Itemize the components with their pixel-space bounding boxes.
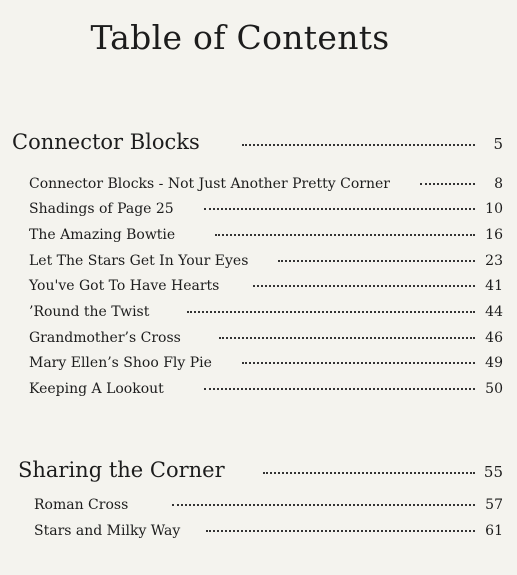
page-number: 49 [485, 355, 503, 371]
entry-title: Roman Cross [34, 497, 129, 513]
entry-title: Connector Blocks - Not Just Another Pretty Corner [29, 176, 390, 192]
page-number: 10 [485, 201, 503, 217]
section-title: Sharing the Corner [18, 458, 225, 482]
toc-entry [29, 355, 503, 371]
entry-title: Grandmother’s Cross [29, 330, 181, 346]
toc-entry [29, 253, 503, 269]
toc-entry [29, 304, 503, 320]
page-number: 23 [485, 253, 503, 269]
dot-leader [242, 144, 475, 146]
dot-leader [187, 311, 475, 313]
toc-entry [29, 278, 503, 294]
dot-leader [215, 234, 475, 236]
entry-title: Let The Stars Get In Your Eyes [29, 253, 249, 269]
dot-leader [420, 183, 475, 185]
page-number: 55 [483, 463, 503, 481]
page-number: 50 [485, 381, 503, 397]
toc-section [12, 130, 503, 154]
page-number: 16 [485, 227, 503, 243]
dot-leader [278, 260, 475, 262]
entry-title: ’Round the Twist [29, 304, 150, 320]
dot-leader [206, 530, 475, 532]
toc-section [18, 458, 503, 482]
entry-title: The Amazing Bowtie [29, 227, 176, 243]
dot-leader [219, 337, 475, 339]
section-title: Connector Blocks [12, 130, 200, 154]
dot-leader [253, 285, 475, 287]
toc-entry [34, 523, 503, 539]
dot-leader [204, 388, 475, 390]
toc-entry [29, 381, 503, 397]
page-number: 57 [485, 497, 503, 513]
dot-leader [204, 208, 475, 210]
page-number: 46 [485, 330, 503, 346]
page-number: 61 [485, 523, 503, 539]
page-number: 5 [493, 135, 503, 153]
entry-title: Keeping A Lookout [29, 381, 164, 397]
toc-entry [29, 330, 503, 346]
toc-entry [29, 227, 503, 243]
entry-title: Stars and Milky Way [34, 523, 181, 539]
entry-title: You've Got To Have Hearts [29, 278, 220, 294]
toc-entry [29, 201, 503, 217]
entry-title: Shadings of Page 25 [29, 201, 174, 217]
page-title: Table of Contents [90, 18, 390, 57]
page-number: 44 [485, 304, 503, 320]
dot-leader [263, 472, 475, 474]
page-number: 8 [494, 176, 503, 192]
dot-leader [172, 504, 475, 506]
page-number: 41 [485, 278, 503, 294]
dot-leader [242, 362, 475, 364]
toc-entry [34, 497, 503, 513]
entry-title: Mary Ellen’s Shoo Fly Pie [29, 355, 212, 371]
toc-entry [29, 176, 503, 192]
